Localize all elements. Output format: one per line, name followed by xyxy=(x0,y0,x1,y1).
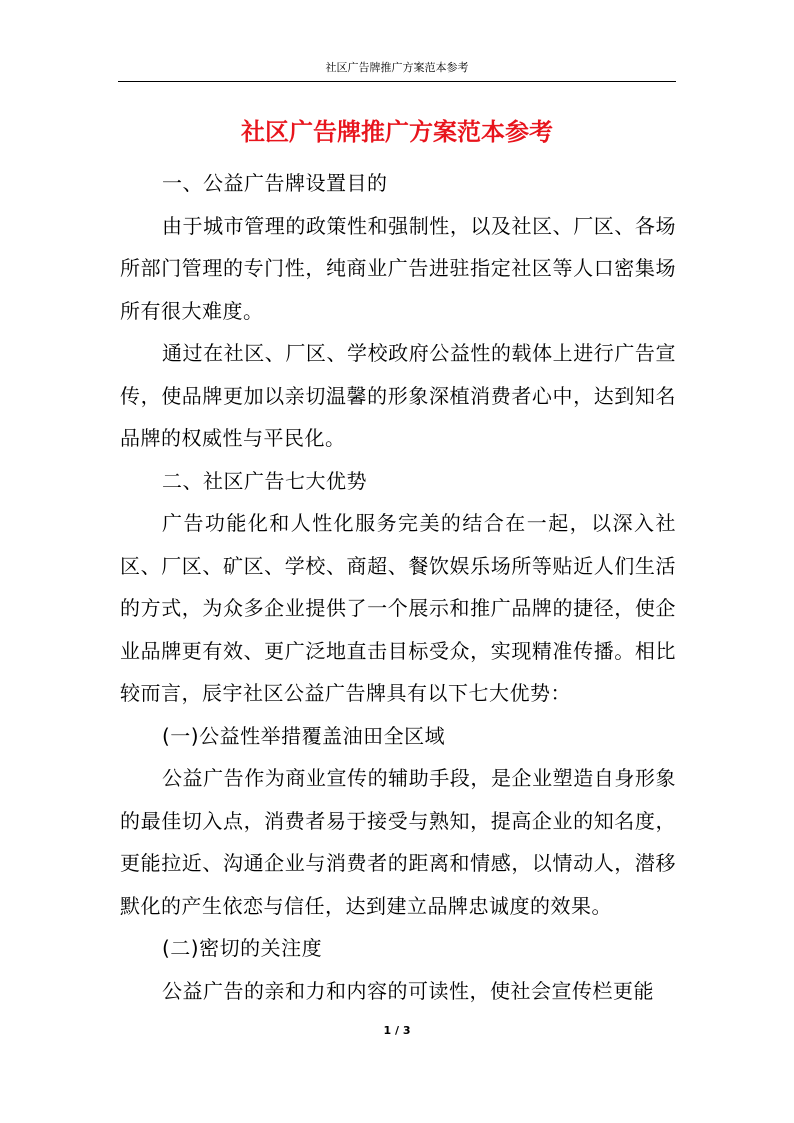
section-heading-purpose: 一、公益广告牌设置目的 xyxy=(162,171,388,195)
paragraph-advantages-intro: 广告功能化和人性化服务完美的结合在一起，以深入社区、厂区、矿区、学校、商超、餐饮娱乐场所等贴近人们生活的方式，为众多企业提供了一个展示和推广品牌的捷径，使企业品牌更有效、更广泛地直击目标受众，实现精准传播。相比较而言，辰宇社区公益广告牌具有以下七大优势： xyxy=(120,511,676,705)
document-title: 社区广告牌推广方案范本参考 xyxy=(241,118,553,146)
running-header: 社区广告牌推广方案范本参考 xyxy=(325,61,469,74)
page-number: 1 / 3 xyxy=(383,1024,411,1037)
section-heading-advantages: 二、社区广告七大优势 xyxy=(162,468,367,493)
paragraph-readability: 公益广告的亲和力和内容的可读性，使社会宣传栏更能 xyxy=(162,978,654,1003)
paragraph-brand-image: 公益广告作为商业宣传的辅助手段，是企业塑造自身形象的最佳切入点，消费者易于接受与熟知，提高企业的知名度，更能拉近、沟通企业与消费者的距离和情感，以情动人，潜移默化的产生依恋与信任，达到建立品牌忠诚度的效果。 xyxy=(120,766,676,918)
subheading-attention: (二)密切的关注度 xyxy=(162,936,323,960)
paragraph-policy-difficulty: 由于城市管理的政策性和强制性，以及社区、厂区、各场所部门管理的专门性，纯商业广告进驻指定社区等人口密集场所有很大难度。 xyxy=(120,213,676,323)
header-divider xyxy=(118,81,676,82)
paragraph-public-welfare-carrier: 通过在社区、厂区、学校政府公益性的载体上进行广告宣传，使品牌更加以亲切温馨的形象深植消费者心中，达到知名品牌的权威性与平民化。 xyxy=(120,341,676,450)
document-body xyxy=(120,162,676,1012)
subheading-coverage: (一)公益性举措覆盖油田全区域 xyxy=(162,723,446,748)
